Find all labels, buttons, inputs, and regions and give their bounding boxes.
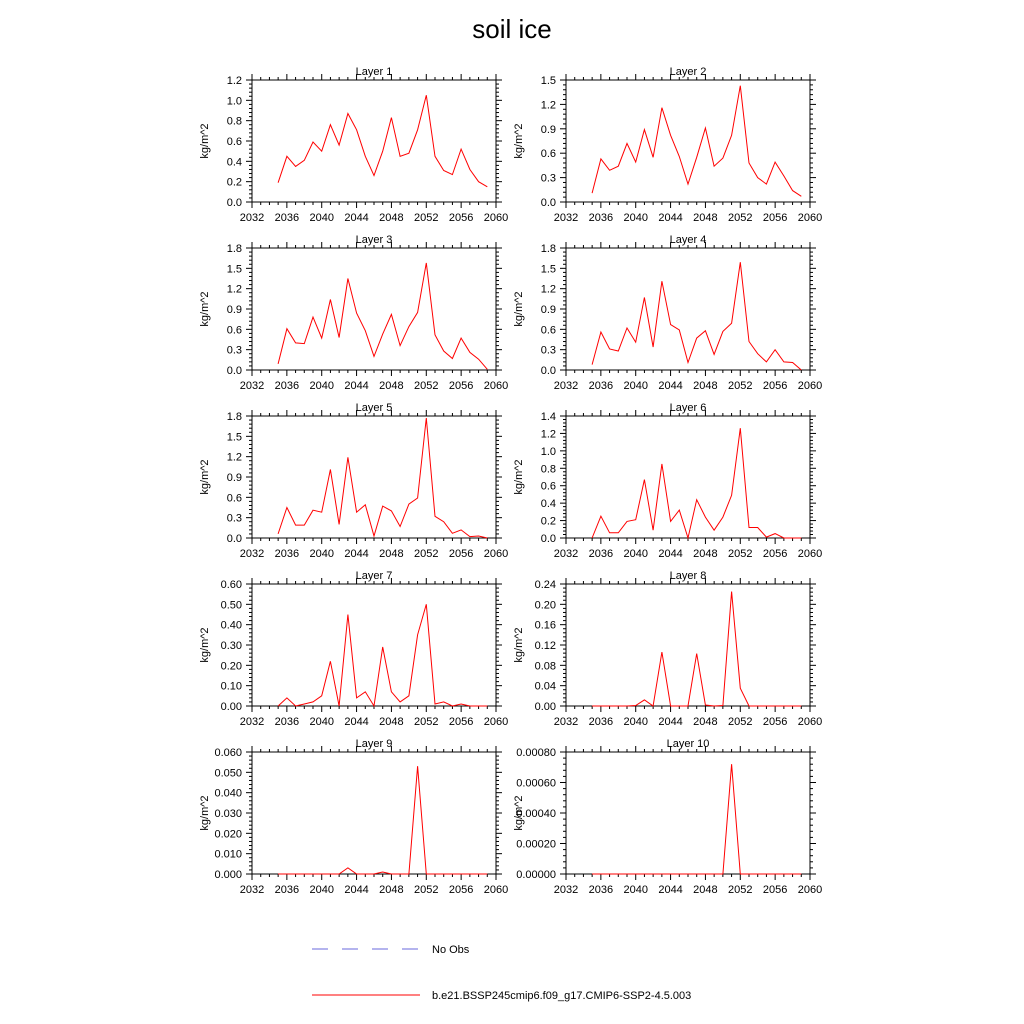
- x-tick-label: 2044: [658, 380, 683, 392]
- y-tick-label: 0.0: [226, 197, 242, 209]
- x-tick-label: 2056: [762, 884, 788, 896]
- y-tick-label: 0.00040: [516, 808, 556, 820]
- x-tick-label: 2044: [658, 548, 683, 560]
- y-tick-label: 1.2: [226, 75, 242, 87]
- y-tick-label: 0.40: [220, 619, 242, 632]
- y-tick-label: 0.9: [226, 472, 242, 484]
- plot-frame: [566, 752, 810, 874]
- panel-title: Layer 8: [669, 570, 707, 582]
- x-tick-label: 2032: [239, 716, 265, 728]
- x-tick-label: 2036: [588, 548, 614, 560]
- chart-panel-7: [199, 570, 508, 728]
- y-tick-label: 1.0: [540, 445, 556, 458]
- y-tick-label: 0.20: [534, 599, 556, 612]
- y-tick-label: 0.8: [226, 115, 242, 128]
- x-tick-label: 2056: [762, 548, 788, 560]
- y-tick-label: 1.5: [226, 263, 242, 276]
- x-tick-label: 2060: [797, 548, 823, 560]
- y-tick-label: 1.5: [540, 75, 556, 87]
- y-tick-label: 0.00080: [516, 747, 556, 759]
- chart-panel-5: [199, 402, 508, 560]
- x-tick-label: 2032: [553, 716, 579, 728]
- x-tick-label: 2060: [797, 212, 823, 224]
- y-axis-label: kg/m^2: [199, 123, 211, 159]
- figure-title: soil ice: [472, 14, 552, 44]
- x-tick-label: 2032: [239, 212, 265, 224]
- y-tick-label: 1.2: [226, 451, 242, 464]
- y-tick-label: 0.9: [540, 304, 556, 316]
- x-tick-label: 2052: [414, 380, 439, 392]
- x-tick-label: 2048: [379, 716, 404, 728]
- x-tick-label: 2032: [553, 212, 579, 224]
- x-tick-label: 2040: [309, 212, 334, 224]
- x-tick-label: 2040: [623, 716, 648, 728]
- y-tick-label: 1.2: [540, 428, 556, 441]
- y-tick-label: 0.040: [214, 787, 242, 800]
- x-tick-label: 2044: [658, 716, 683, 728]
- series-line: [592, 428, 801, 538]
- x-tick-label: 2036: [588, 716, 614, 728]
- y-tick-label: 0.4: [540, 498, 556, 511]
- y-tick-label: 0.6: [226, 324, 242, 337]
- y-axis-label: kg/m^2: [199, 459, 211, 495]
- series-line: [592, 764, 801, 874]
- x-tick-label: 2032: [553, 548, 579, 560]
- y-tick-label: 0.00060: [516, 777, 556, 790]
- chart-panel-9: [199, 738, 508, 896]
- y-tick-label: 0.4: [226, 156, 242, 169]
- plot-frame: [252, 752, 496, 874]
- x-tick-label: 2060: [797, 884, 823, 896]
- y-tick-label: 0.060: [214, 747, 242, 759]
- x-tick-label: 2040: [309, 548, 334, 560]
- x-tick-label: 2048: [379, 212, 404, 224]
- x-tick-label: 2044: [658, 212, 683, 224]
- x-tick-label: 2040: [309, 716, 334, 728]
- chart-panel-3: [199, 234, 508, 392]
- x-tick-label: 2032: [553, 380, 579, 392]
- y-tick-label: 0.9: [540, 123, 556, 136]
- x-tick-label: 2056: [448, 548, 474, 560]
- series-line: [278, 604, 487, 706]
- panel-title: Layer 6: [669, 402, 707, 414]
- x-tick-label: 2044: [344, 716, 369, 728]
- x-tick-label: 2048: [379, 884, 404, 896]
- legend-label-2: b.e21.BSSP245cmip6.f09_g17.CMIP6-SSP2-4.5.003: [432, 990, 692, 1002]
- x-tick-label: 2040: [623, 212, 648, 224]
- y-tick-label: 0.000: [214, 869, 242, 881]
- x-tick-label: 2052: [414, 884, 439, 896]
- x-tick-label: 2036: [274, 548, 300, 560]
- y-tick-label: 0.12: [534, 640, 556, 652]
- panel-title: Layer 4: [669, 234, 707, 246]
- legend: [312, 944, 691, 1002]
- x-tick-label: 2032: [239, 380, 265, 392]
- y-tick-label: 0.030: [214, 808, 242, 820]
- plot-frame: [252, 80, 496, 202]
- x-tick-label: 2060: [483, 380, 509, 392]
- x-tick-label: 2048: [693, 716, 718, 728]
- series-line: [278, 418, 487, 538]
- plot-frame: [252, 248, 496, 370]
- y-tick-label: 0.3: [226, 512, 242, 525]
- y-tick-label: 1.2: [540, 283, 556, 296]
- x-tick-label: 2060: [483, 884, 509, 896]
- y-tick-label: 0.0: [226, 533, 242, 545]
- x-tick-label: 2056: [448, 884, 474, 896]
- panel-title: Layer 5: [355, 402, 393, 414]
- x-tick-label: 2060: [483, 212, 509, 224]
- x-tick-label: 2052: [414, 212, 439, 224]
- y-tick-label: 1.0: [226, 95, 242, 108]
- x-tick-label: 2032: [239, 884, 265, 896]
- y-tick-label: 0.30: [220, 640, 242, 652]
- y-tick-label: 1.5: [226, 431, 242, 444]
- x-tick-label: 2040: [623, 884, 648, 896]
- series-line: [592, 592, 801, 706]
- y-axis-label: kg/m^2: [513, 291, 525, 327]
- x-tick-label: 2056: [762, 212, 788, 224]
- x-tick-label: 2036: [588, 884, 614, 896]
- x-tick-label: 2048: [379, 548, 404, 560]
- y-tick-label: 0.020: [214, 828, 242, 841]
- y-tick-label: 0.0: [540, 365, 556, 377]
- y-tick-label: 0.0: [226, 365, 242, 377]
- y-tick-label: 0.0: [540, 197, 556, 209]
- x-tick-label: 2052: [728, 548, 753, 560]
- y-axis-label: kg/m^2: [199, 627, 211, 663]
- x-tick-label: 2040: [309, 380, 334, 392]
- legend-label-1: No Obs: [432, 944, 470, 956]
- x-tick-label: 2048: [693, 380, 718, 392]
- y-axis-label: kg/m^2: [199, 795, 211, 831]
- y-tick-label: 0.16: [534, 619, 556, 632]
- x-tick-label: 2044: [658, 884, 683, 896]
- y-tick-label: 0.6: [540, 148, 556, 161]
- x-tick-label: 2048: [693, 212, 718, 224]
- y-tick-label: 0.050: [214, 767, 242, 780]
- y-tick-label: 0.10: [220, 680, 242, 693]
- y-tick-label: 0.3: [540, 172, 556, 185]
- chart-panel-4: [513, 234, 822, 392]
- chart-panel-10: [513, 738, 822, 896]
- y-tick-label: 0.2: [540, 515, 556, 528]
- y-tick-label: 0.2: [226, 176, 242, 189]
- y-tick-label: 0.9: [226, 304, 242, 316]
- x-tick-label: 2056: [762, 380, 788, 392]
- y-tick-label: 0.00000: [516, 869, 556, 881]
- y-tick-label: 1.5: [540, 263, 556, 276]
- x-tick-label: 2048: [693, 548, 718, 560]
- chart-panel-8: [513, 570, 822, 728]
- x-tick-label: 2044: [344, 548, 369, 560]
- x-tick-label: 2040: [623, 380, 648, 392]
- x-tick-label: 2044: [344, 380, 369, 392]
- plot-frame: [566, 584, 810, 706]
- x-tick-label: 2036: [588, 380, 614, 392]
- y-tick-label: 0.0: [540, 533, 556, 545]
- x-tick-label: 2040: [623, 548, 648, 560]
- y-tick-label: 0.3: [226, 344, 242, 357]
- x-tick-label: 2044: [344, 212, 369, 224]
- x-tick-label: 2032: [239, 548, 265, 560]
- y-axis-label: kg/m^2: [513, 627, 525, 663]
- x-tick-label: 2060: [483, 548, 509, 560]
- plot-frame: [252, 416, 496, 538]
- series-line: [592, 262, 801, 370]
- y-tick-label: 0.010: [214, 848, 242, 861]
- chart-panel-2: [513, 66, 822, 224]
- x-tick-label: 2060: [483, 716, 509, 728]
- x-tick-label: 2040: [309, 884, 334, 896]
- y-tick-label: 0.08: [534, 660, 556, 673]
- y-axis-label: kg/m^2: [513, 459, 525, 495]
- y-tick-label: 0.04: [534, 680, 556, 693]
- x-tick-label: 2052: [728, 380, 753, 392]
- y-tick-label: 0.6: [540, 480, 556, 493]
- panel-title: Layer 3: [355, 234, 393, 246]
- y-tick-label: 0.24: [534, 579, 556, 591]
- panel-title: Layer 1: [355, 66, 393, 78]
- panel-title: Layer 7: [355, 570, 393, 582]
- x-tick-label: 2052: [728, 884, 753, 896]
- y-tick-label: 0.8: [540, 463, 556, 476]
- x-tick-label: 2052: [414, 716, 439, 728]
- x-tick-label: 2036: [274, 884, 300, 896]
- x-tick-label: 2036: [274, 212, 300, 224]
- y-axis-label: kg/m^2: [513, 795, 525, 831]
- x-tick-label: 2052: [414, 548, 439, 560]
- y-tick-label: 0.6: [226, 136, 242, 148]
- plot-frame: [252, 584, 496, 706]
- y-tick-label: 1.8: [540, 243, 556, 255]
- y-tick-label: 1.2: [226, 283, 242, 296]
- x-tick-label: 2052: [728, 212, 753, 224]
- x-tick-label: 2044: [344, 884, 369, 896]
- x-tick-label: 2056: [448, 212, 474, 224]
- y-tick-label: 0.50: [220, 599, 242, 612]
- x-tick-label: 2032: [553, 884, 579, 896]
- y-tick-label: 0.00: [534, 701, 556, 713]
- x-tick-label: 2052: [728, 716, 753, 728]
- x-tick-label: 2060: [797, 380, 823, 392]
- y-tick-label: 0.6: [540, 324, 556, 337]
- series-line: [278, 95, 487, 187]
- y-tick-label: 0.00020: [516, 838, 556, 851]
- x-tick-label: 2060: [797, 716, 823, 728]
- series-line: [592, 86, 801, 197]
- y-tick-label: 1.8: [226, 411, 242, 423]
- y-tick-label: 0.00: [220, 701, 242, 713]
- y-tick-label: 0.20: [220, 660, 242, 673]
- x-tick-label: 2056: [448, 380, 474, 392]
- y-tick-label: 0.3: [540, 344, 556, 357]
- y-tick-label: 0.6: [226, 492, 242, 505]
- y-axis-label: kg/m^2: [199, 291, 211, 327]
- x-tick-label: 2048: [379, 380, 404, 392]
- y-axis-label: kg/m^2: [513, 123, 525, 159]
- x-tick-label: 2048: [693, 884, 718, 896]
- series-line: [278, 263, 487, 369]
- x-tick-label: 2036: [588, 212, 614, 224]
- x-tick-label: 2056: [448, 716, 474, 728]
- panel-title: Layer 2: [669, 66, 707, 78]
- y-tick-label: 1.8: [226, 243, 242, 255]
- y-tick-label: 1.4: [540, 411, 556, 423]
- x-tick-label: 2036: [274, 716, 300, 728]
- y-tick-label: 0.60: [220, 579, 242, 591]
- panel-title: Layer 10: [666, 738, 710, 750]
- panel-title: Layer 9: [355, 738, 393, 750]
- y-tick-label: 1.2: [540, 99, 556, 112]
- series-line: [278, 766, 487, 874]
- x-tick-label: 2056: [762, 716, 788, 728]
- chart-panel-6: [513, 402, 822, 560]
- x-tick-label: 2036: [274, 380, 300, 392]
- chart-panel-1: [199, 66, 508, 224]
